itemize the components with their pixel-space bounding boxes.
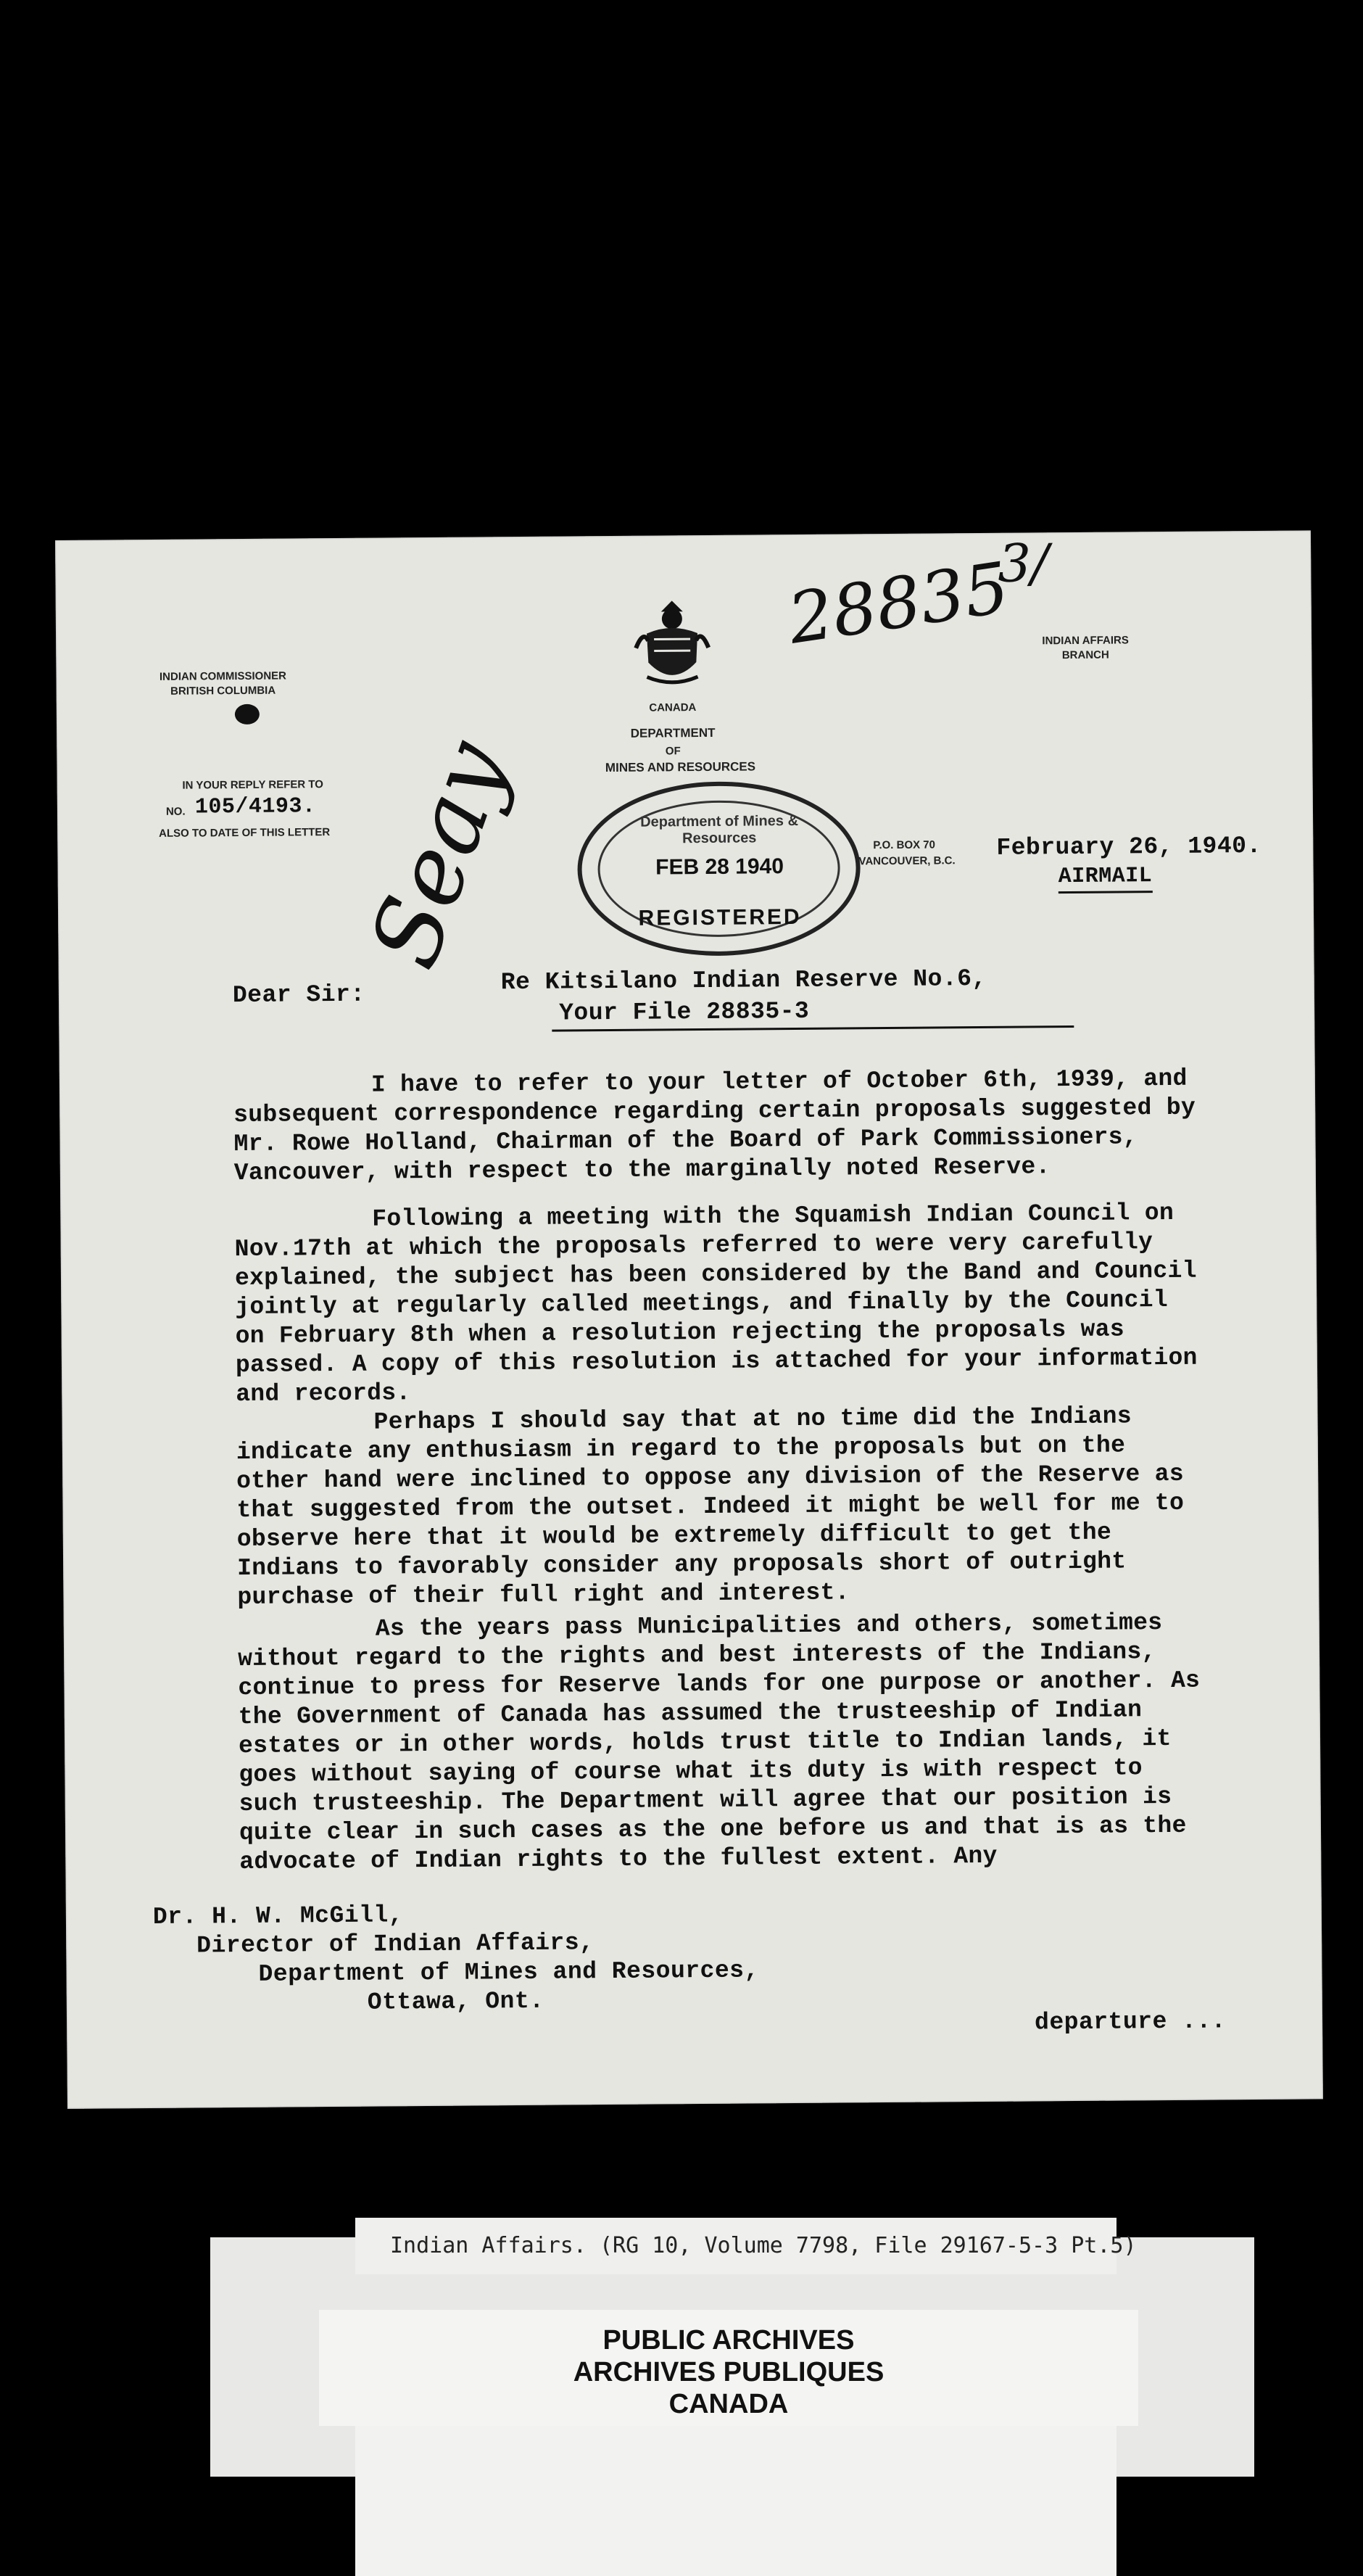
archive-stamp-text — [319, 2324, 1138, 2420]
paragraph-2-text: Following a meeting with the Squamish Indian Council on Nov.17th at which the proposals referred to were very carefully explained, the subject has been considered by the Band and Council jointly at regularly called meetings, and finally by the Council on February 8th when a resolution rejecting the proposals was passed. A copy of this resolution is attached for your information and records. — [234, 1199, 1198, 1408]
stamp-date: FEB 28 1940 — [655, 854, 784, 880]
indian-affairs-label: INDIAN AFFAIRS — [1042, 634, 1129, 648]
department-label: DEPARTMENT — [630, 725, 716, 740]
letterhead-right-branch — [1006, 633, 1165, 664]
addressee-department: Department of Mines and Resources, — [258, 1957, 759, 1988]
archive-line-1: PUBLIC ARCHIVES — [602, 2325, 855, 2356]
delivery-method: AIRMAIL — [1058, 862, 1153, 893]
archive-card-bottom — [355, 2426, 1116, 2576]
letterhead-left-office — [136, 669, 310, 699]
body-paragraph-3 — [236, 1402, 1209, 1613]
body-paragraph-4 — [238, 1609, 1211, 1878]
re-line-2: Your File 28835-3 — [558, 997, 810, 1027]
also-date-label: ALSO TO DATE OF THIS LETTER — [159, 826, 331, 840]
addressee-name: Dr. H. W. McGill, — [152, 1902, 404, 1931]
ink-blot — [235, 704, 260, 724]
salutation: Dear Sir: — [232, 981, 365, 1010]
british-columbia-label: BRITISH COLUMBIA — [170, 684, 276, 698]
coat-of-arms-crest — [632, 597, 713, 692]
branch-label: BRANCH — [1061, 648, 1109, 662]
reference-file-number: 105/4193. — [194, 794, 316, 820]
handwritten-initials: Seay — [348, 727, 529, 981]
po-box-label: P.O. BOX 70 — [873, 838, 936, 852]
paragraph-3-text: Perhaps I should say that at no time did the Indians indicate any enthusiasm in regard to the proposals but on the other hand were inclined to oppose any division of the Reserve as that suggested from the outset. Indeed it might be well for me to observe here that it would be extremely difficult to get the Indians to favorably consider any proposals short of outright purchase of their full right and interest. — [236, 1403, 1185, 1611]
addressee-city: Ottawa, Ont. — [367, 1987, 544, 2016]
continued-word: departure ... — [1034, 2007, 1227, 2036]
addressee-title: Director of Indian Affairs, — [196, 1929, 594, 1960]
handwritten-file-number: 28835 — [783, 547, 1014, 660]
archive-citation: Indian Affairs. (RG 10, Volume 7798, File 29167-5-3 Pt.5) — [355, 2218, 1116, 2274]
handwritten-suffix: 3/ — [997, 532, 1049, 594]
body-paragraph-1 — [233, 1065, 1206, 1189]
of-label: OF — [665, 745, 681, 758]
body-paragraph-2 — [234, 1199, 1207, 1410]
city-label: VANCOUVER, B.C. — [858, 854, 956, 868]
letter-date: February 26, 1940. — [996, 832, 1262, 862]
letter-page — [55, 530, 1323, 2109]
archive-line-2: ARCHIVES PUBLIQUES — [573, 2357, 884, 2387]
country-label: CANADA — [649, 701, 697, 714]
archive-line-3: CANADA — [668, 2389, 789, 2419]
registered-stamp — [577, 780, 861, 957]
paragraph-1-text: I have to refer to your letter of October 6th, 1939, and subsequent correspondence regarding certain proposals suggested by Mr. Rowe Holland, Chairman of the Board of Park Commissioners, Vancouver, with respect to the marginally noted Reserve. — [233, 1065, 1196, 1187]
indian-commissioner-label: INDIAN COMMISSIONER — [159, 669, 287, 683]
re-line-1: Re Kitsilano Indian Reserve No.6, — [500, 965, 987, 996]
file-number-line — [166, 791, 398, 822]
reply-refer-label: IN YOUR REPLY REFER TO — [182, 778, 323, 792]
mines-resources-label: MINES AND RESOURCES — [605, 759, 756, 775]
paragraph-4-text: As the years pass Municipalities and others, sometimes without regard to the rights and best interests of the Indians, continue to press for Reserve lands for one purpose or another. As the Government of Canada has assumed the trusteeship of Indian estates or in other words, holds trust title to Indian lands, it goes without saying of course what its duty is with respect to such trusteeship. The Department will agree that our position is quite clear in such cases as the one before us and that is as the advocate of Indian rights to the fullest extent. Any — [237, 1609, 1201, 1876]
no-label: NO. — [165, 805, 186, 818]
stamp-registered-text: REGISTERED — [638, 904, 802, 930]
stamp-top-text: Department of Mines & Resources — [640, 812, 799, 847]
